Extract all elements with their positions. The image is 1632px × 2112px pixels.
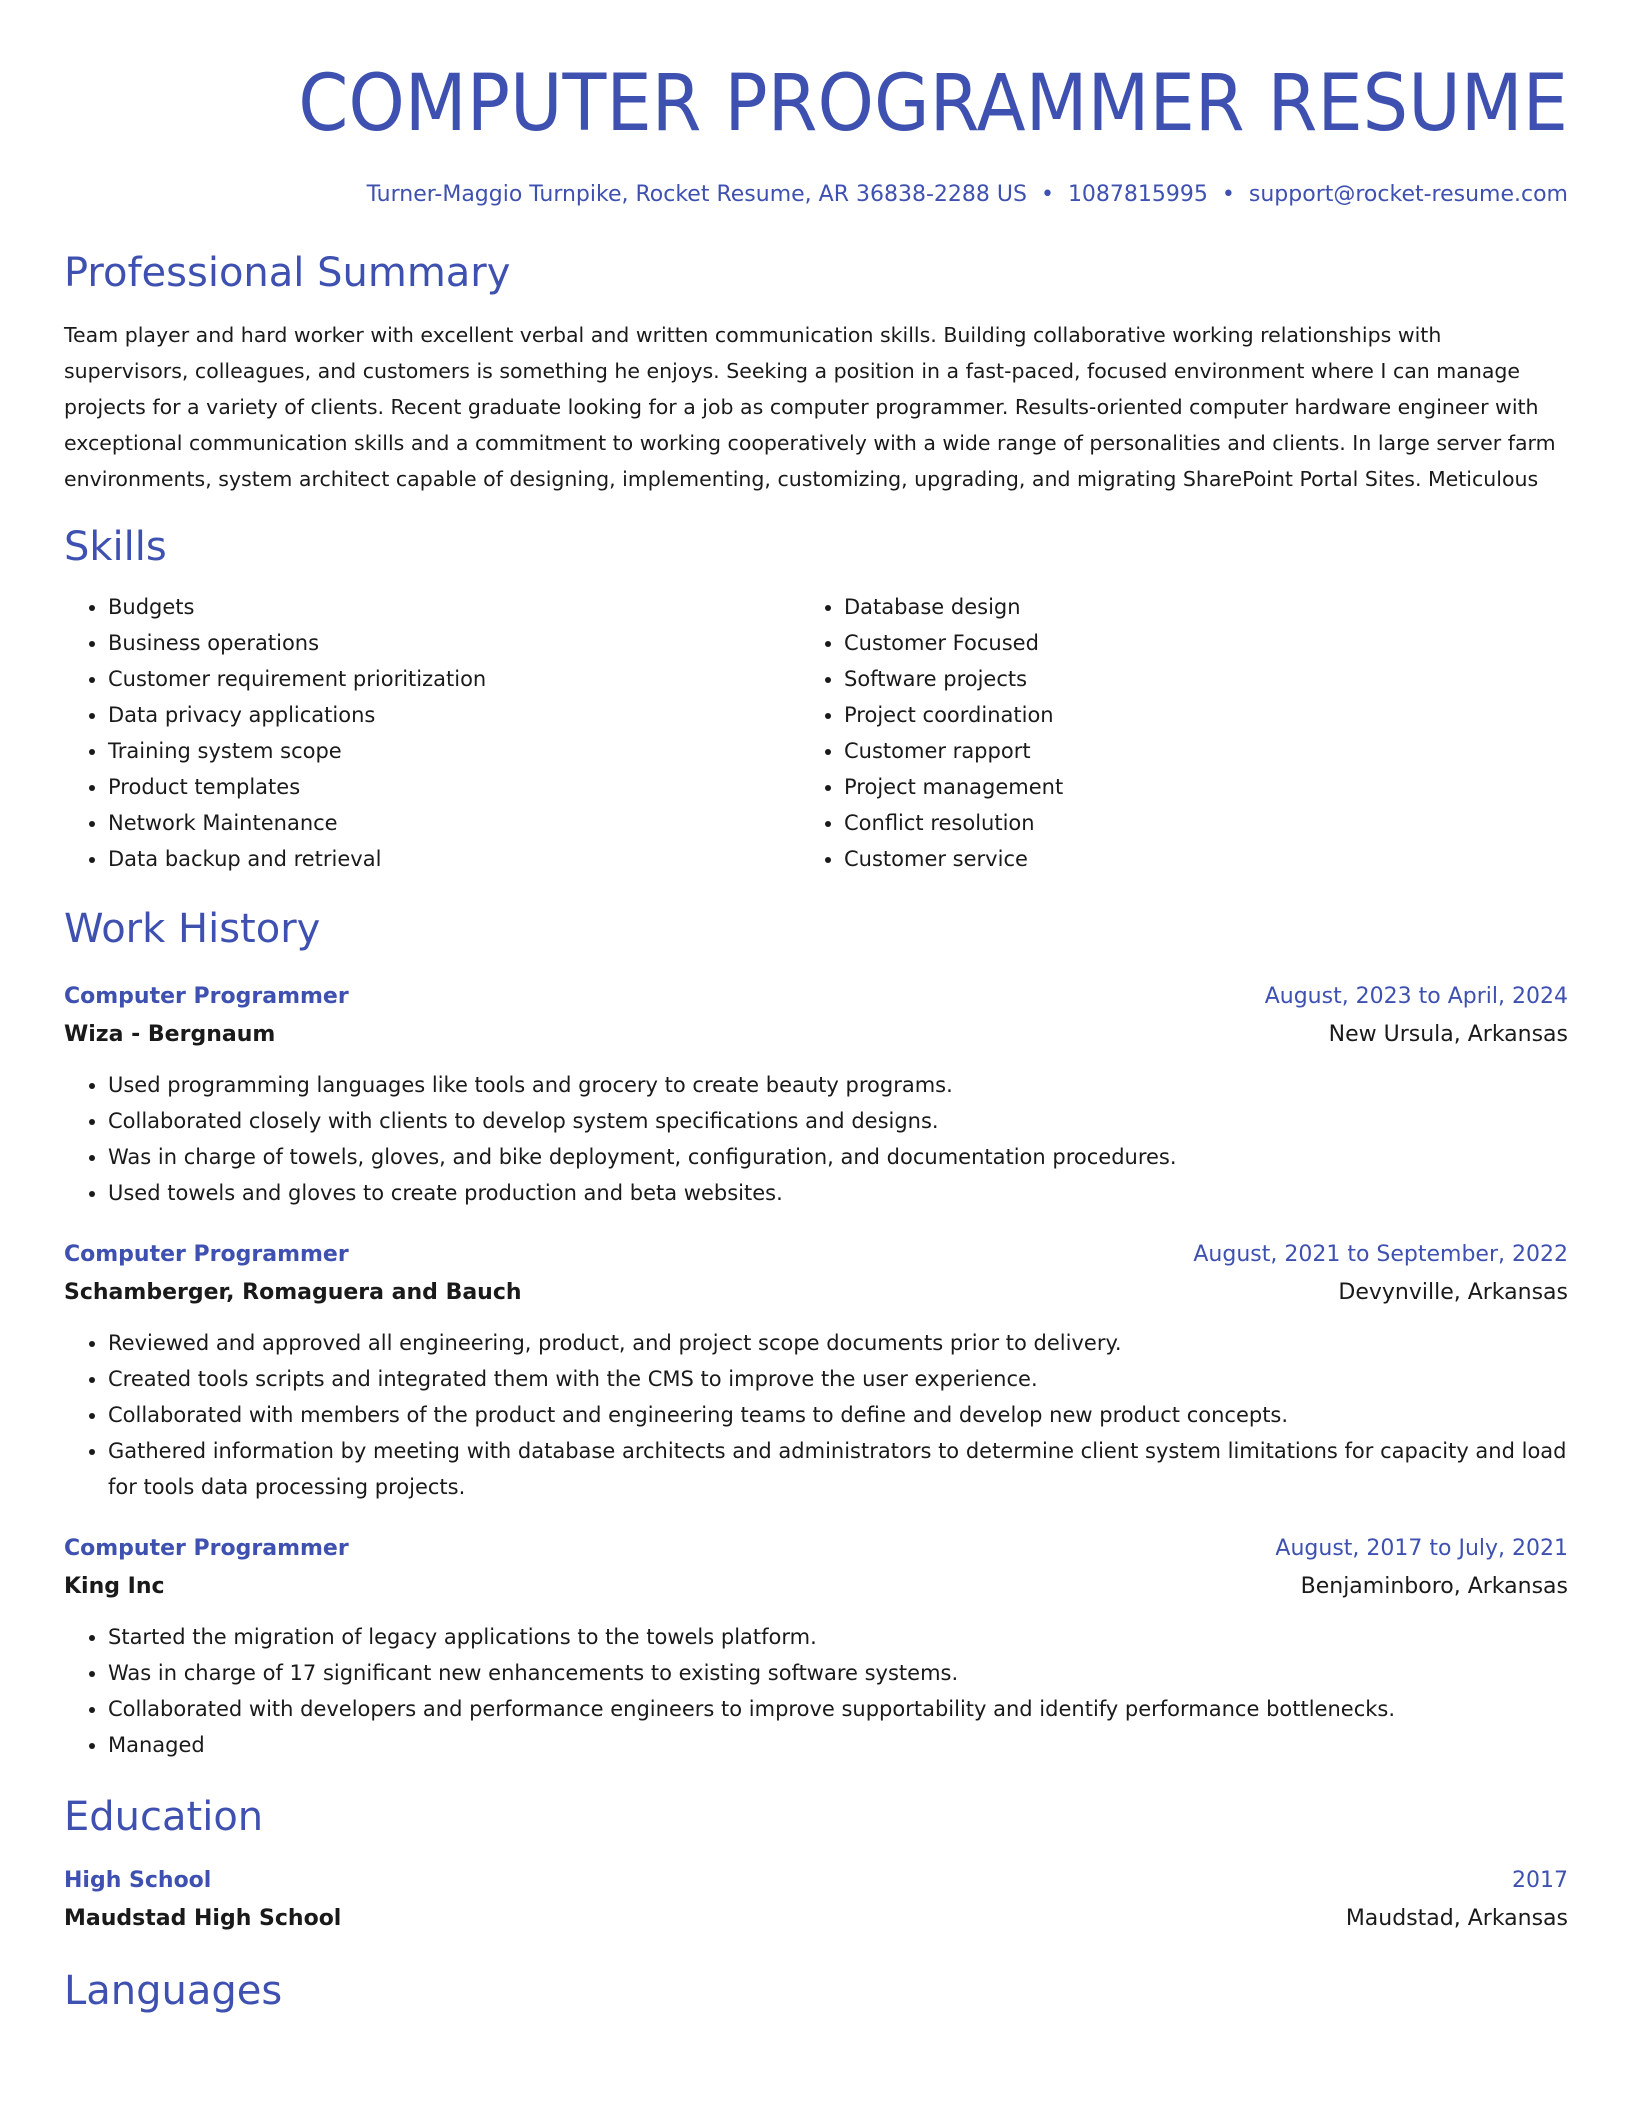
job-dates: August, 2017 to July, 2021 xyxy=(1275,1536,1568,1561)
job-bullet: • Started the migration of legacy applications to the towels platform. xyxy=(108,1619,1568,1655)
skill-item: • Software projects xyxy=(844,661,1544,697)
contact-line xyxy=(64,182,1568,207)
skill-item: • Project coordination xyxy=(844,697,1544,733)
job-dates: August, 2021 to September, 2022 xyxy=(1193,1242,1568,1267)
job-bullet: • Collaborated closely with clients to develop system specifications and designs. xyxy=(108,1103,1568,1139)
education-header-row xyxy=(64,1863,1568,1899)
job-bullets xyxy=(64,1067,1568,1211)
job-bullet: • Collaborated with developers and performance engineers to improve supportability and identify performance bottlenecks. xyxy=(108,1691,1568,1727)
resume-title: COMPUTER PROGRAMMER RESUME xyxy=(298,59,1568,149)
skill-item: • Budgets xyxy=(108,589,804,625)
skill-item: • Customer service xyxy=(844,841,1544,877)
contact-phone: 1087815995 xyxy=(1067,182,1208,207)
job-header-row xyxy=(64,1237,1568,1273)
education-school-row xyxy=(64,1899,1568,1939)
job-bullet: • Gathered information by meeting with database architects and administrators to determine client system limitations for capacity and load for tools data processing projects. xyxy=(108,1433,1568,1505)
work-history-heading: Work History xyxy=(64,906,321,952)
summary-heading: Professional Summary xyxy=(64,250,511,296)
skill-item: • Conflict resolution xyxy=(844,805,1544,841)
job-bullet: • Collaborated with members of the product and engineering teams to define and develop new product concepts. xyxy=(108,1397,1568,1433)
education-degree: High School xyxy=(64,1868,212,1893)
summary-text: Team player and hard worker with excellent verbal and written communication skills. Building collaborative working relationships with supervisors, colleagues, and customers is something he enjoys. Seeking a position in a fast-paced, focused environment where I can manage projects for a variety of clients. Recent graduate looking for a job as computer programmer. Results-oriented computer hardware engineer with exceptional communication skills and a commitment to working cooperatively with a wide range of personalities and clients. In large server farm environments, system architect capable of designing, implementing, customizing, upgrading, and migrating SharePoint Portal Sites. Meticulous xyxy=(64,323,1556,491)
job-header-row xyxy=(64,1531,1568,1567)
skills-list xyxy=(64,589,1568,877)
job-bullet: • Reviewed and approved all engineering, product, and project scope documents prior to delivery. xyxy=(108,1325,1568,1361)
education-entry xyxy=(64,1863,1568,1939)
skill-item: • Data privacy applications xyxy=(108,697,804,733)
job-bullet: • Was in charge of 17 significant new enhancements to existing software systems. xyxy=(108,1655,1568,1691)
skill-item: • Customer rapport xyxy=(844,733,1544,769)
skill-item: • Database design xyxy=(844,589,1544,625)
job-bullet: • Created tools scripts and integrated them with the CMS to improve the user experience. xyxy=(108,1361,1568,1397)
job-bullets xyxy=(64,1325,1568,1505)
job-location: New Ursula, Arkansas xyxy=(1328,1022,1568,1047)
job-company-row xyxy=(64,1015,1568,1055)
job-company-row xyxy=(64,1567,1568,1607)
job-company: King Inc xyxy=(64,1574,165,1599)
job-bullet: • Managed xyxy=(108,1727,1568,1763)
contact-email[interactable]: support@rocket-resume.com xyxy=(1248,182,1568,207)
skill-item: • Network Maintenance xyxy=(108,805,804,841)
education-location: Maudstad, Arkansas xyxy=(1345,1906,1568,1931)
contact-address: Turner-Maggio Turnpike, Rocket Resume, AR 36838-2288 US xyxy=(366,182,1027,207)
skills-heading: Skills xyxy=(64,524,167,570)
skill-item: • Customer Focused xyxy=(844,625,1544,661)
job-entry xyxy=(64,1531,1568,1763)
contact-separator: • xyxy=(1040,182,1054,207)
job-bullets xyxy=(64,1619,1568,1763)
job-company: Schamberger, Romaguera and Bauch xyxy=(64,1280,522,1305)
job-company-row xyxy=(64,1273,1568,1313)
job-location: Devynville, Arkansas xyxy=(1338,1280,1568,1305)
education-year: 2017 xyxy=(1512,1868,1568,1893)
skills-column-right xyxy=(804,589,1544,877)
job-company: Wiza - Bergnaum xyxy=(64,1022,276,1047)
job-bullet: • Used programming languages like tools and grocery to create beauty programs. xyxy=(108,1067,1568,1103)
contact-separator: • xyxy=(1221,182,1235,207)
job-entry xyxy=(64,979,1568,1211)
skill-item: • Training system scope xyxy=(108,733,804,769)
job-role: Computer Programmer xyxy=(64,984,349,1009)
job-bullet: • Used towels and gloves to create production and beta websites. xyxy=(108,1175,1568,1211)
skill-item: • Project management xyxy=(844,769,1544,805)
job-header-row xyxy=(64,979,1568,1015)
languages-heading: Languages xyxy=(64,1968,283,2014)
job-role: Computer Programmer xyxy=(64,1242,349,1267)
resume-header xyxy=(64,56,1568,207)
job-dates: August, 2023 to April, 2024 xyxy=(1264,984,1568,1009)
job-location: Benjaminboro, Arkansas xyxy=(1300,1574,1568,1599)
education-school: Maudstad High School xyxy=(64,1906,342,1931)
job-entry xyxy=(64,1237,1568,1505)
skill-item: • Customer requirement prioritization xyxy=(108,661,804,697)
skill-item: • Data backup and retrieval xyxy=(108,841,804,877)
skill-item: • Product templates xyxy=(108,769,804,805)
skill-item: • Business operations xyxy=(108,625,804,661)
job-bullet: • Was in charge of towels, gloves, and bike deployment, configuration, and documentation procedures. xyxy=(108,1139,1568,1175)
skills-column-left xyxy=(64,589,804,877)
education-heading: Education xyxy=(64,1794,264,1840)
job-role: Computer Programmer xyxy=(64,1536,349,1561)
